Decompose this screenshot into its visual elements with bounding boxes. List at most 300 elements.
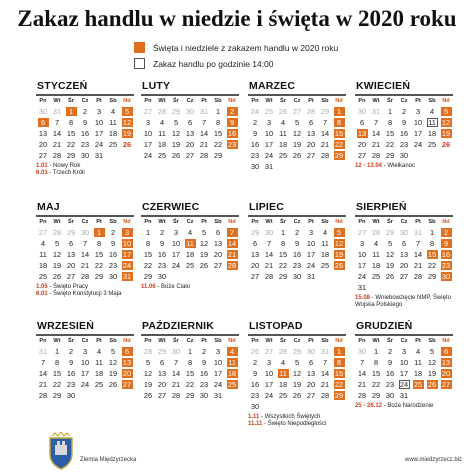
- day-cell: 21: [413, 261, 423, 270]
- day-cell: [225, 150, 239, 161]
- day-cell: 29: [94, 272, 104, 281]
- day-cell: 1: [64, 106, 78, 117]
- day-cell: 28: [80, 272, 90, 281]
- weekday-header: [248, 217, 346, 226]
- weekday-header: [141, 96, 239, 105]
- weekday-label: Pn: [39, 97, 47, 104]
- day-cell: 2: [294, 228, 300, 237]
- day-cell: 26: [292, 391, 302, 400]
- weekday-label: Wt: [372, 337, 380, 344]
- day-cell: 31: [399, 391, 409, 400]
- day-cell: 26: [108, 380, 118, 389]
- month-name: MAJ: [37, 201, 60, 213]
- day-cell: 3: [266, 358, 272, 367]
- day-cell: 11: [39, 250, 47, 259]
- month-block: [355, 201, 453, 309]
- day-cell: 8: [373, 358, 379, 367]
- day-cell: 4: [187, 228, 193, 237]
- day-cell: 30: [385, 391, 395, 400]
- day-grid: [355, 227, 453, 293]
- day-cell: 18: [185, 250, 195, 259]
- month-block: [248, 80, 346, 172]
- day-cell: 22: [66, 140, 76, 149]
- day-cell: [304, 401, 318, 412]
- day-cell: 26: [143, 391, 153, 400]
- day-cell: 28: [413, 272, 423, 281]
- day-cell: [276, 401, 290, 412]
- day-cell: 29: [143, 272, 153, 281]
- day-cell: 23: [250, 151, 260, 160]
- day-cell: 29: [334, 391, 344, 400]
- day-cell: 12: [334, 239, 344, 248]
- day-cell: 27: [250, 272, 260, 281]
- day-cell: 29: [66, 228, 76, 237]
- holiday-notes: [248, 414, 346, 428]
- day-cell: 24: [306, 261, 316, 270]
- day-cell: 1: [332, 106, 346, 117]
- day-cell: 26: [334, 261, 344, 270]
- day-cell: 19: [292, 140, 302, 149]
- day-cell: 30: [157, 272, 167, 281]
- day-cell: 27: [441, 380, 451, 389]
- day-cell: 24: [143, 151, 153, 160]
- day-cell: 2: [68, 347, 74, 356]
- weekday-label: Wt: [265, 218, 273, 225]
- day-cell: [383, 282, 397, 293]
- day-cell: 8: [54, 358, 60, 367]
- day-cell: 27: [264, 347, 274, 356]
- box-swatch-icon: [134, 58, 145, 69]
- holiday-note: 25 - 26.12 - Boże Narodzenie: [355, 403, 434, 409]
- day-cell: 5: [429, 347, 435, 356]
- day-cell: [183, 271, 197, 282]
- day-cell: [197, 271, 211, 282]
- day-cell: 11: [158, 129, 166, 138]
- day-cell: 25: [413, 380, 423, 389]
- day-cell: 8: [332, 117, 346, 128]
- day-cell: 15: [143, 250, 153, 259]
- day-cell: 23: [250, 391, 260, 400]
- day-cell: 11: [109, 118, 117, 127]
- day-cell: 23: [108, 261, 118, 270]
- day-cell: 16: [80, 129, 90, 138]
- day-cell: 17: [94, 129, 104, 138]
- day-cell: 5: [332, 227, 346, 238]
- day-cell: 19: [441, 129, 451, 138]
- day-cell: 29: [171, 107, 181, 116]
- weekday-label: Cz: [400, 337, 408, 344]
- day-cell: 28: [371, 228, 381, 237]
- month-block: [36, 320, 134, 401]
- day-cell: 8: [215, 118, 221, 127]
- day-cell: 23: [399, 140, 409, 149]
- day-cell: 15: [213, 129, 223, 138]
- day-cell: 28: [264, 272, 274, 281]
- day-cell: 30: [171, 347, 181, 356]
- day-cell: 23: [199, 380, 209, 389]
- day-cell: 30: [250, 162, 260, 171]
- day-cell: 22: [385, 140, 395, 149]
- day-cell: 2: [225, 106, 239, 117]
- day-cell: 12: [385, 250, 395, 259]
- day-cell: 20: [306, 140, 316, 149]
- day-cell: 16: [399, 129, 409, 138]
- weekday-label: Sb: [214, 218, 222, 225]
- day-cell: 19: [122, 129, 132, 138]
- day-cell: 16: [199, 369, 209, 378]
- day-cell: 20: [357, 140, 367, 149]
- day-cell: [225, 390, 239, 401]
- day-cell: 25: [320, 261, 330, 270]
- day-cell: [120, 150, 134, 161]
- day-cell: 13: [441, 358, 451, 367]
- day-cell: 21: [264, 261, 274, 270]
- day-cell: 26: [427, 380, 437, 389]
- day-cell: 22: [213, 140, 223, 149]
- day-cell: 25: [108, 140, 118, 149]
- day-cell: 6: [36, 117, 50, 128]
- day-grid: [248, 106, 346, 172]
- day-cell: 6: [215, 228, 221, 237]
- day-cell: 18: [94, 369, 104, 378]
- weekday-label: Pt: [201, 218, 207, 225]
- day-cell: 20: [306, 380, 316, 389]
- weekday-label: Wt: [158, 337, 166, 344]
- day-cell: 13: [306, 369, 316, 378]
- footer-link[interactable]: www.miedzyrzecz.biz: [404, 457, 462, 463]
- day-cell: 17: [122, 250, 132, 259]
- day-cell: [425, 150, 439, 161]
- day-cell: 29: [320, 107, 330, 116]
- day-cell: 8: [145, 239, 151, 248]
- day-cell: 11: [228, 358, 236, 367]
- weekday-label: Wt: [158, 218, 166, 225]
- day-cell: 14: [320, 369, 330, 378]
- day-cell: [318, 271, 332, 282]
- day-cell: 22: [94, 261, 104, 270]
- day-cell: 19: [292, 380, 302, 389]
- day-cell: 24: [264, 151, 274, 160]
- day-cell: 25: [278, 151, 288, 160]
- day-cell: 27: [357, 151, 367, 160]
- day-cell: 19: [385, 261, 395, 270]
- day-cell: 26: [292, 151, 302, 160]
- weekday-header: [36, 217, 134, 226]
- weekday-header: [355, 96, 453, 105]
- day-cell: 21: [320, 380, 330, 389]
- weekday-label: Pt: [201, 337, 207, 344]
- day-cell: 24: [264, 391, 274, 400]
- weekday-label: Wt: [53, 97, 61, 104]
- weekday-label: Sb: [214, 97, 222, 104]
- day-cell: 22: [371, 380, 381, 389]
- weekday-label: Cz: [186, 97, 194, 104]
- day-cell: [369, 282, 383, 293]
- day-cell: 27: [213, 261, 223, 270]
- weekday-label: Pt: [201, 97, 207, 104]
- month-block: [141, 201, 239, 291]
- day-cell: 23: [227, 140, 237, 149]
- day-cell: 9: [225, 117, 239, 128]
- day-cell: 10: [357, 250, 367, 259]
- day-cell: 24: [122, 261, 132, 270]
- day-cell: 22: [185, 380, 195, 389]
- day-cell: 9: [294, 239, 300, 248]
- day-cell: [397, 282, 411, 293]
- day-cell: 22: [334, 380, 344, 389]
- day-cell: 4: [96, 347, 102, 356]
- day-cell: 27: [38, 228, 48, 237]
- weekday-header: [355, 336, 453, 345]
- month-name: PAŹDZIERNIK: [142, 320, 215, 332]
- weekday-label: Pn: [39, 337, 47, 344]
- day-cell: 10: [80, 358, 90, 367]
- weekday-header: [141, 217, 239, 226]
- day-cell: 2: [401, 107, 407, 116]
- day-cell: [211, 271, 225, 282]
- day-cell: 28: [199, 151, 209, 160]
- month-block: [248, 201, 346, 282]
- day-cell: 29: [371, 391, 381, 400]
- month-name: STYCZEŃ: [37, 80, 88, 92]
- month-block: [355, 80, 453, 170]
- day-cell: 6: [68, 239, 74, 248]
- day-cell: 31: [320, 347, 330, 356]
- day-cell: 10: [122, 239, 132, 248]
- day-cell: 19: [334, 250, 344, 259]
- holiday-note: 15.08 - Wniebowzięcie NMP, Święto Wojska Polskiego: [355, 295, 451, 309]
- day-cell: [411, 282, 425, 293]
- day-cell: 6: [439, 346, 453, 357]
- weekday-label: Pn: [358, 337, 366, 344]
- day-cell: 7: [82, 239, 88, 248]
- day-cell: 30: [38, 107, 48, 116]
- day-cell: 30: [66, 391, 76, 400]
- weekday-label: Nd: [442, 218, 450, 225]
- month-name: KWIECIEŃ: [356, 80, 411, 92]
- day-cell: 25: [371, 272, 381, 281]
- day-cell: 4: [415, 347, 421, 356]
- day-grid: [36, 346, 134, 401]
- day-cell: 10: [399, 358, 409, 367]
- weekday-label: Sb: [321, 97, 329, 104]
- day-cell: 23: [66, 380, 76, 389]
- day-cell: 9: [439, 238, 453, 249]
- weekday-label: Nd: [228, 218, 236, 225]
- day-cell: 14: [171, 369, 181, 378]
- day-cell: 25: [278, 391, 288, 400]
- day-cell: 7: [225, 227, 239, 238]
- day-cell: 27: [292, 107, 302, 116]
- day-cell: [411, 150, 425, 161]
- day-cell: 3: [215, 347, 221, 356]
- weekday-label: Cz: [81, 337, 89, 344]
- day-cell: 6: [120, 346, 134, 357]
- day-cell: 4: [159, 118, 165, 127]
- day-cell: 26: [199, 261, 209, 270]
- day-cell: 18: [278, 380, 288, 389]
- weekday-label: Wt: [53, 218, 61, 225]
- day-cell: 30: [185, 107, 195, 116]
- day-cell: [318, 161, 332, 172]
- day-cell: 19: [427, 369, 437, 378]
- day-cell: 25: [185, 261, 195, 270]
- weekday-label: Śr: [387, 97, 393, 104]
- day-cell: 28: [157, 107, 167, 116]
- weekday-label: Sb: [428, 97, 436, 104]
- day-cell: 11: [414, 358, 422, 367]
- day-cell: 4: [40, 239, 46, 248]
- day-cell: 21: [199, 140, 209, 149]
- day-cell: [332, 271, 346, 282]
- weekday-label: Pn: [251, 337, 259, 344]
- day-cell: 17: [264, 140, 274, 149]
- holiday-note: 1.01 - Nowy Rok: [36, 163, 81, 169]
- day-cell: 15: [371, 369, 381, 378]
- day-cell: 17: [306, 250, 316, 259]
- weekday-label: Pt: [96, 97, 102, 104]
- day-cell: [106, 150, 120, 161]
- day-cell: 7: [54, 118, 60, 127]
- day-cell: 29: [278, 272, 288, 281]
- day-cell: 11: [321, 239, 329, 248]
- day-cell: 16: [227, 129, 237, 138]
- day-cell: 16: [250, 380, 260, 389]
- day-cell: 13: [306, 129, 316, 138]
- day-cell: 28: [371, 151, 381, 160]
- weekday-label: Cz: [186, 337, 194, 344]
- day-cell: 29: [213, 151, 223, 160]
- weekday-label: Wt: [372, 218, 380, 225]
- day-cell: 9: [82, 118, 88, 127]
- day-cell: 16: [108, 250, 118, 259]
- day-cell: 17: [399, 369, 409, 378]
- day-cell: 23: [292, 261, 302, 270]
- day-cell: 31: [371, 107, 381, 116]
- day-cell: 7: [173, 358, 179, 367]
- weekday-label: Wt: [265, 97, 273, 104]
- day-cell: 31: [199, 107, 209, 116]
- day-cell: 6: [252, 239, 258, 248]
- weekday-label: Pn: [251, 97, 259, 104]
- day-cell: [304, 161, 318, 172]
- weekday-label: Pt: [415, 337, 421, 344]
- month-block: [36, 80, 134, 177]
- day-cell: 13: [38, 129, 48, 138]
- day-cell: 15: [185, 369, 195, 378]
- day-cell: 16: [250, 140, 260, 149]
- day-cell: 27: [185, 151, 195, 160]
- day-cell: 4: [110, 107, 116, 116]
- day-cell: 9: [159, 239, 165, 248]
- day-cell: 10: [413, 118, 423, 127]
- weekday-label: Nd: [228, 337, 236, 344]
- day-cell: 26: [441, 140, 451, 149]
- day-cell: 26: [171, 151, 181, 160]
- day-cell: 30: [357, 107, 367, 116]
- day-cell: 24: [413, 140, 423, 149]
- weekday-label: Pt: [308, 337, 314, 344]
- weekday-label: Sb: [428, 337, 436, 344]
- day-cell: 12: [52, 250, 62, 259]
- legend-box: [134, 58, 274, 69]
- day-cell: 2: [387, 347, 393, 356]
- day-cell: 1: [373, 347, 379, 356]
- day-cell: 26: [385, 272, 395, 281]
- day-cell: 19: [199, 250, 209, 259]
- day-cell: 31: [122, 272, 132, 281]
- day-cell: 8: [429, 239, 435, 248]
- day-cell: 6: [359, 118, 365, 127]
- month-name: LISTOPAD: [249, 320, 303, 332]
- day-cell: 22: [143, 261, 153, 270]
- day-cell: 23: [441, 261, 451, 270]
- day-cell: 31: [413, 228, 423, 237]
- day-cell: 23: [80, 140, 90, 149]
- month-name: WRZESIEŃ: [37, 320, 95, 332]
- weekday-label: Pn: [251, 218, 259, 225]
- day-cell: 3: [145, 118, 151, 127]
- day-cell: 12: [427, 358, 437, 367]
- footer-left: Ziemia Międzyrzecka: [80, 457, 137, 463]
- day-cell: 15: [66, 129, 76, 138]
- day-cell: 10: [171, 239, 181, 248]
- weekday-label: Nd: [442, 97, 450, 104]
- weekday-label: Pn: [144, 97, 152, 104]
- day-grid: [248, 227, 346, 282]
- day-cell: 5: [110, 347, 116, 356]
- month-block: [248, 320, 346, 428]
- day-cell: 18: [227, 369, 237, 378]
- weekday-label: Cz: [293, 218, 301, 225]
- day-cell: 13: [157, 369, 167, 378]
- day-cell: 13: [66, 250, 76, 259]
- day-cell: 18: [320, 250, 330, 259]
- day-cell: 9: [68, 358, 74, 367]
- day-cell: 21: [52, 140, 62, 149]
- day-cell: 14: [320, 129, 330, 138]
- day-cell: 28: [52, 151, 62, 160]
- day-cell: 22: [334, 140, 344, 149]
- day-cell: [290, 161, 304, 172]
- month-block: [141, 80, 239, 161]
- holiday-notes: [355, 403, 453, 410]
- day-cell: 17: [413, 129, 423, 138]
- weekday-label: Cz: [293, 337, 301, 344]
- day-cell: 13: [185, 129, 195, 138]
- day-cell: 8: [332, 357, 346, 368]
- day-cell: 21: [38, 380, 48, 389]
- day-cell: 10: [143, 129, 153, 138]
- day-grid: [36, 106, 134, 161]
- weekday-label: Nd: [335, 97, 343, 104]
- weekday-label: Śr: [173, 337, 179, 344]
- day-cell: [425, 282, 439, 293]
- day-cell: 6: [308, 358, 314, 367]
- day-cell: [439, 150, 453, 161]
- day-cell: 21: [371, 140, 381, 149]
- day-cell: 30: [250, 402, 260, 411]
- day-cell: 14: [357, 369, 367, 378]
- day-cell: 15: [385, 129, 395, 138]
- day-cell: 31: [213, 391, 223, 400]
- day-cell: 11: [428, 118, 436, 127]
- weekday-label: Nd: [123, 218, 131, 225]
- legend-orange-label: Święta i niedziele z zakazem handlu w 2020 roku: [153, 42, 339, 53]
- day-cell: 16: [157, 250, 167, 259]
- day-cell: 14: [52, 129, 62, 138]
- day-cell: 28: [320, 151, 330, 160]
